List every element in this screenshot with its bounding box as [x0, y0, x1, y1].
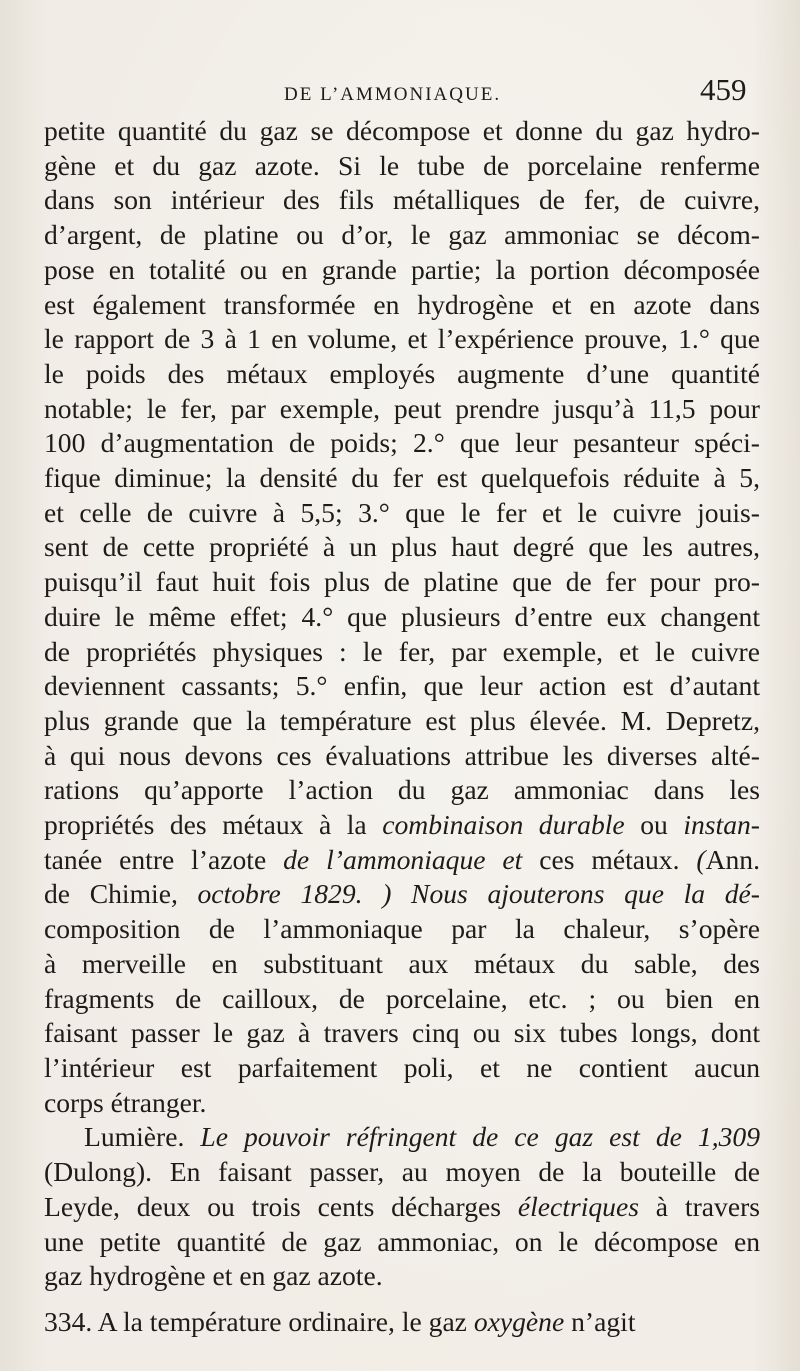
text-segment: de Chimie [44, 878, 171, 910]
text-line [44, 1051, 760, 1086]
text-segment: Ann. [705, 843, 760, 875]
text-line [44, 982, 760, 1017]
page-number: 459 [700, 72, 747, 107]
text-segment: notable; le fer, par exemple, peut prendre jusqu’à 11,5 pour [44, 392, 760, 424]
text-line [44, 565, 760, 600]
text-segment: fragments de cailloux, de porcelaine, etc. ; ou bien en [44, 982, 760, 1014]
text-line [44, 288, 760, 323]
text-segment: gène et du gaz azote. Si le tube de porcelaine renferme [44, 149, 760, 181]
running-head: DE L’AMMONIAQUE. [284, 84, 502, 105]
paragraph-light [44, 1120, 760, 1294]
text-segment: 334. A la température ordinaire, le gaz [44, 1305, 474, 1337]
text-segment: duire le même effet; 4.° que plusieurs d’entre eux changent [44, 600, 760, 632]
text-line [44, 739, 760, 774]
text-line [44, 1305, 760, 1340]
text-segment: est également transformée en hydrogène et en azote dans [44, 288, 760, 320]
text-line [44, 1086, 760, 1121]
text-line [44, 635, 760, 670]
paragraph-ammonia-decomposition [44, 114, 760, 1120]
text-line [44, 496, 760, 531]
text-line [44, 912, 760, 947]
text-segment: ces métaux. [539, 843, 680, 875]
text-line [44, 1259, 760, 1294]
italic-text: , octobre 1829. ) Nous ajouterons que la dé- [170, 878, 760, 910]
text-line [44, 877, 760, 912]
text-segment: tanée entre l’azote [44, 843, 267, 875]
text-segment: (Dulong). En faisant passer, au moyen de la bouteille de [44, 1156, 760, 1188]
text-segment: composition de l’ammoniaque par la chaleur, s’opère [44, 913, 760, 945]
page-header [0, 70, 800, 110]
italic-text: ( [679, 843, 706, 875]
text-line [44, 183, 760, 218]
text-line [44, 1016, 760, 1051]
text-line [44, 600, 760, 635]
italic-text: électriques [517, 1190, 639, 1222]
text-segment: dans son intérieur des fils métalliques de fer, de cuivre, [44, 184, 760, 216]
text-line [44, 322, 760, 357]
text-line [44, 704, 760, 739]
text-line [44, 947, 760, 982]
text-line [44, 773, 760, 808]
text-segment: n’agit [564, 1305, 636, 1337]
text-segment: Lumière. [84, 1121, 185, 1153]
body-text [44, 114, 760, 1340]
text-line [44, 149, 760, 184]
text-line [44, 426, 760, 461]
text-segment: le rapport de 3 à 1 en volume, et l’expérience prouve, 1.° que [44, 323, 760, 355]
text-segment: l’intérieur est parfaitement poli, et ne contient aucun [44, 1051, 760, 1083]
text-line [44, 218, 760, 253]
text-line [44, 1120, 760, 1155]
text-line [44, 1225, 760, 1260]
text-segment: à travers [638, 1190, 761, 1222]
text-segment: Leyde, deux ou trois cents décharges [44, 1190, 518, 1222]
italic-text: Le pouvoir réfringent de ce gaz est de 1,309 [184, 1121, 760, 1153]
text-segment: faisant passer le gaz à travers cinq ou six tubes longs, dont [44, 1017, 760, 1049]
text-line [44, 114, 760, 149]
text-segment: de propriétés physiques : le fer, par exemple, et le cuivre [44, 635, 760, 667]
text-line [44, 808, 760, 843]
paragraph-oxygen [44, 1305, 760, 1340]
text-line [44, 392, 760, 427]
italic-text: de l’ammoniaque et [266, 843, 540, 875]
text-segment: le poids des métaux employés augmente d’une quantité [44, 357, 760, 389]
text-line [44, 669, 760, 704]
italic-text: instan- [683, 809, 760, 841]
text-segment: à merveille en substituant aux métaux du sable, des [44, 947, 760, 979]
paragraph-gap [44, 1294, 760, 1305]
text-segment: et celle de cuivre à 5,5; 3.° que le fer et le cuivre jouis- [44, 496, 760, 528]
text-segment: 100 d’augmentation de poids; 2.° que leur pesanteur spéci- [44, 427, 760, 459]
italic-text: combinaison durable [382, 809, 625, 841]
text-segment: une petite quantité de gaz ammoniac, on le décompose en [44, 1225, 760, 1257]
text-line [44, 1155, 760, 1190]
text-segment: gaz hydrogène et en gaz azote. [44, 1260, 383, 1292]
text-line [44, 253, 760, 288]
text-segment: plus grande que la température est plus élevée. M. Depretz, [44, 704, 760, 736]
text-segment: sent de cette propriété à un plus haut degré que les autres, [44, 531, 760, 563]
text-line [44, 357, 760, 392]
text-segment: corps étranger. [44, 1086, 207, 1118]
text-segment: puisqu’il faut huit fois plus de platine que de fer pour pro- [44, 566, 760, 598]
text-segment: pose en totalité ou en grande partie; la portion décomposée [44, 253, 760, 285]
text-segment: à qui nous devons ces évaluations attribue les diverses alté- [44, 739, 760, 771]
text-segment: rations qu’apporte l’action du gaz ammoniac dans les [44, 774, 760, 806]
text-segment: d’argent, de platine ou d’or, le gaz ammoniac se décom- [44, 219, 760, 251]
text-segment: ou [624, 809, 684, 841]
text-line [44, 530, 760, 565]
italic-text: oxygène [473, 1305, 565, 1337]
text-segment: propriétés des métaux à la [44, 809, 383, 841]
text-line [44, 843, 760, 878]
text-segment: deviennent cassants; 5.° enfin, que leur action est d’autant [44, 670, 760, 702]
text-segment: petite quantité du gaz se décompose et donne du gaz hydro- [44, 115, 760, 146]
text-line [44, 461, 760, 496]
text-line [44, 1190, 760, 1225]
text-segment: fique diminue; la densité du fer est quelquefois réduite à 5, [44, 462, 760, 494]
